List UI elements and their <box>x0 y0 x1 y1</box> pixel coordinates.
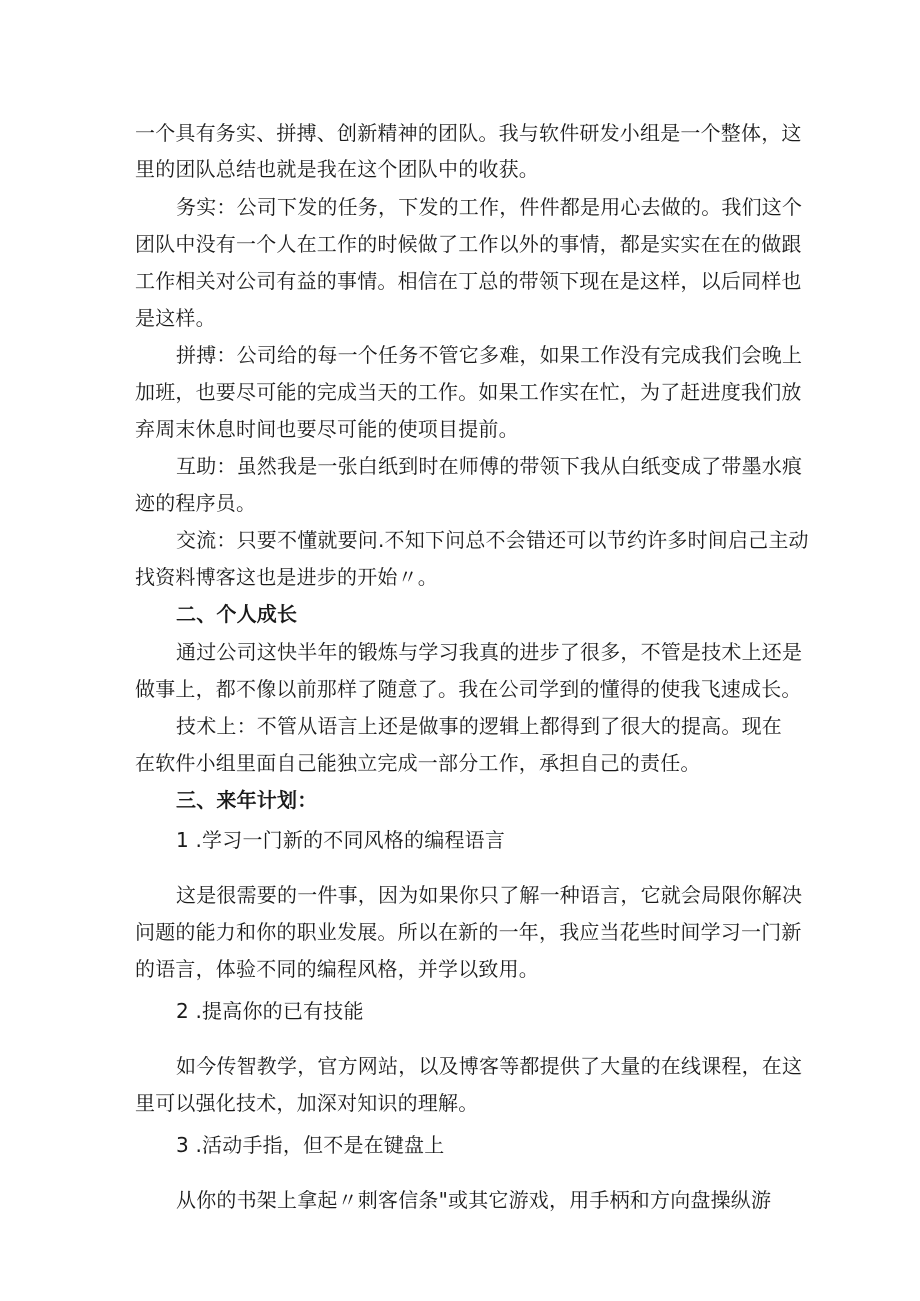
paragraph-line: 如今传智教学，官方网站，以及博客等都提供了大量的在线课程，在这 <box>176 1054 803 1078</box>
paragraph-line: 弃周末休息时间也要尽可能的使项目提前。 <box>135 417 519 441</box>
paragraph-line: 找资料博客这也是进步的开始〃。 <box>135 565 438 589</box>
paragraph-line: 通过公司这快半年的锻炼与学习我真的进步了很多，不管是技术上还是 <box>176 640 803 664</box>
paragraph-line: 技术上：不管从语言上还是做事的逻辑上都得到了很大的提高。现在 <box>176 714 782 738</box>
paragraph-line: 务实：公司下发的任务，下发的工作，件件都是用心去做的。我们这个 <box>176 195 803 219</box>
paragraph-line: 一个具有务实、拼搏、创新精神的团队。我与软件研发小组是一个整体，这 <box>135 121 802 145</box>
paragraph-line: 在软件小组里面自己能独立完成一部分工作，承担自己的责任。 <box>135 751 701 775</box>
paragraph-line: 问题的能力和你的职业发展。所以在新的一年，我应当花些时间学习一门新 <box>135 920 802 944</box>
list-item-heading: 2 .提高你的已有技能 <box>176 999 364 1023</box>
paragraph-line: 这是很需要的一件事，因为如果你只了解一种语言，它就会局限你解决 <box>176 883 803 907</box>
paragraph-line: 是这样。 <box>135 306 216 330</box>
paragraph-line: 里的团队总结也就是我在这个团队中的收获。 <box>135 157 539 181</box>
list-item-heading: 1 .学习一门新的不同风格的编程语言 <box>176 828 506 852</box>
section-heading: 三、来年计划： <box>176 788 318 812</box>
paragraph-line: 工作相关对公司有益的事情。相信在丁总的带领下现在是这样，以后同样也 <box>135 269 802 293</box>
paragraph-line: 团队中没有一个人在工作的时候做了工作以外的事情，都是实实在在的做跟 <box>135 232 802 256</box>
section-heading: 二、个人成长 <box>176 602 298 626</box>
paragraph-line: 做事上，都不像以前那样了随意了。我在公司学到的懂得的使我飞速成长。 <box>135 677 802 701</box>
paragraph-line: 拼搏：公司给的每一个任务不管它多难，如果工作没有完成我们会晚上 <box>176 343 803 367</box>
list-item-heading: 3 .活动手指，但不是在键盘上 <box>176 1133 445 1157</box>
paragraph-line: 里可以强化技术，加深对知识的理解。 <box>135 1091 479 1115</box>
paragraph-line: 交流：只要不懂就要问.不知下问总不会错还可以节约许多时间启己主动 <box>176 528 809 552</box>
paragraph-line: 的语言，体验不同的编程风格，并学以致用。 <box>135 957 539 981</box>
paragraph-line: 加班，也要尽可能的完成当天的工作。如果工作实在忙，为了赶进度我们放 <box>135 380 802 404</box>
paragraph-line: 迹的程序员。 <box>135 491 257 515</box>
paragraph-line: 从你的书架上拿起〃刺客信条"或其它游戏，用手柄和方向盘操纵游 <box>176 1188 772 1212</box>
paragraph-line: 互助：虽然我是一张白纸到时在师傅的带领下我从白纸变成了带墨水痕 <box>176 454 803 478</box>
